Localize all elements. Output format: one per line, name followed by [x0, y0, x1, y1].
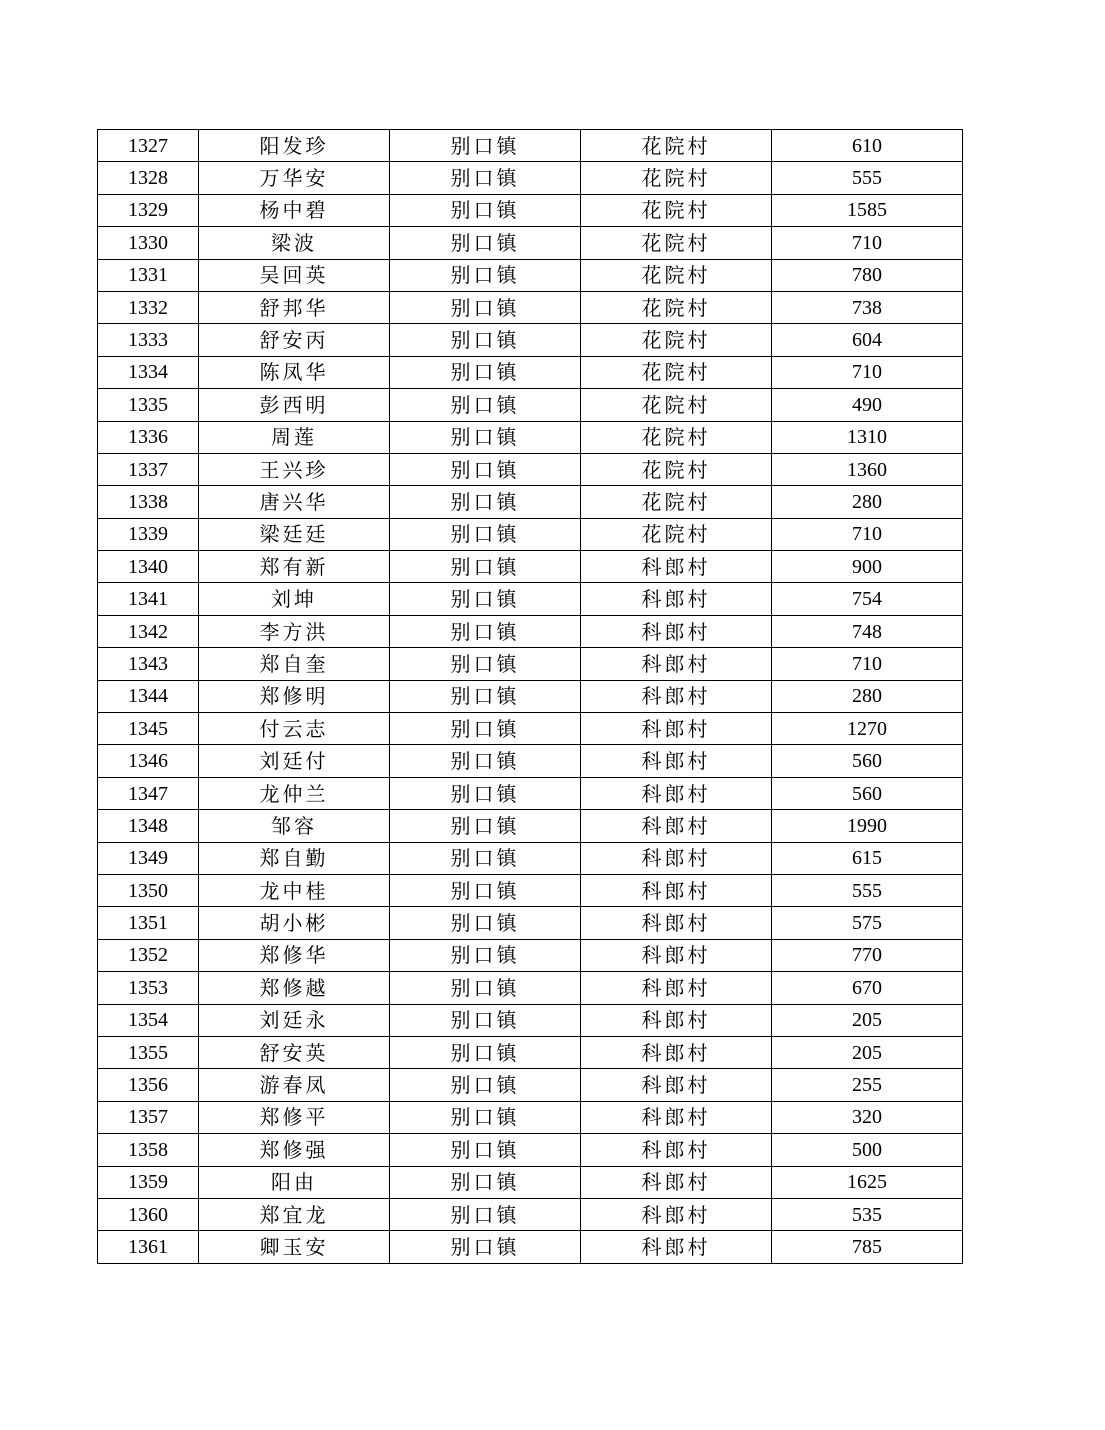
village-cell: 科郎村	[581, 1101, 772, 1133]
village-cell: 花院村	[581, 389, 772, 421]
village-cell: 科郎村	[581, 842, 772, 874]
row-number-cell: 1361	[98, 1231, 199, 1263]
village-cell: 花院村	[581, 130, 772, 162]
amount-cell: 555	[772, 162, 963, 194]
row-number-cell: 1330	[98, 227, 199, 259]
table-row	[98, 518, 963, 550]
village-cell: 科郎村	[581, 810, 772, 842]
village-cell: 科郎村	[581, 680, 772, 712]
village-cell: 花院村	[581, 421, 772, 453]
name-cell: 舒安英	[199, 1036, 390, 1068]
table-row	[98, 615, 963, 647]
village-cell: 花院村	[581, 194, 772, 226]
town-cell: 别口镇	[390, 777, 581, 809]
table-row	[98, 162, 963, 194]
town-cell: 别口镇	[390, 583, 581, 615]
name-cell: 胡小彬	[199, 907, 390, 939]
town-cell: 别口镇	[390, 421, 581, 453]
amount-cell: 710	[772, 356, 963, 388]
village-cell: 科郎村	[581, 939, 772, 971]
town-cell: 别口镇	[390, 1004, 581, 1036]
town-cell: 别口镇	[390, 551, 581, 583]
row-number-cell: 1341	[98, 583, 199, 615]
name-cell: 郑修华	[199, 939, 390, 971]
table-row	[98, 194, 963, 226]
amount-cell: 610	[772, 130, 963, 162]
amount-cell: 205	[772, 1036, 963, 1068]
town-cell: 别口镇	[390, 648, 581, 680]
town-cell: 别口镇	[390, 453, 581, 485]
table-row	[98, 130, 963, 162]
table-row	[98, 939, 963, 971]
name-cell: 万华安	[199, 162, 390, 194]
row-number-cell: 1344	[98, 680, 199, 712]
village-cell: 花院村	[581, 324, 772, 356]
town-cell: 别口镇	[390, 1036, 581, 1068]
village-cell: 科郎村	[581, 648, 772, 680]
name-cell: 王兴珍	[199, 453, 390, 485]
amount-cell: 280	[772, 486, 963, 518]
row-number-cell: 1343	[98, 648, 199, 680]
row-number-cell: 1338	[98, 486, 199, 518]
row-number-cell: 1353	[98, 972, 199, 1004]
amount-cell: 748	[772, 615, 963, 647]
name-cell: 龙仲兰	[199, 777, 390, 809]
name-cell: 梁波	[199, 227, 390, 259]
table-row	[98, 1069, 963, 1101]
table-row	[98, 1198, 963, 1230]
amount-cell: 710	[772, 648, 963, 680]
amount-cell: 490	[772, 389, 963, 421]
village-cell: 科郎村	[581, 745, 772, 777]
table-row	[98, 842, 963, 874]
amount-cell: 560	[772, 745, 963, 777]
town-cell: 别口镇	[390, 1134, 581, 1166]
amount-cell: 205	[772, 1004, 963, 1036]
table-row	[98, 324, 963, 356]
village-cell: 科郎村	[581, 1166, 772, 1198]
amount-cell: 1310	[772, 421, 963, 453]
amount-cell: 780	[772, 259, 963, 291]
town-cell: 别口镇	[390, 972, 581, 1004]
village-cell: 花院村	[581, 453, 772, 485]
row-number-cell: 1329	[98, 194, 199, 226]
amount-cell: 670	[772, 972, 963, 1004]
data-table	[97, 129, 963, 1264]
village-cell: 科郎村	[581, 551, 772, 583]
town-cell: 别口镇	[390, 356, 581, 388]
name-cell: 刘坤	[199, 583, 390, 615]
town-cell: 别口镇	[390, 1101, 581, 1133]
town-cell: 别口镇	[390, 713, 581, 745]
town-cell: 别口镇	[390, 259, 581, 291]
table-row	[98, 972, 963, 1004]
row-number-cell: 1337	[98, 453, 199, 485]
row-number-cell: 1342	[98, 615, 199, 647]
village-cell: 科郎村	[581, 583, 772, 615]
table-row	[98, 1101, 963, 1133]
village-cell: 科郎村	[581, 615, 772, 647]
name-cell: 彭西明	[199, 389, 390, 421]
town-cell: 别口镇	[390, 389, 581, 421]
name-cell: 李方洪	[199, 615, 390, 647]
amount-cell: 754	[772, 583, 963, 615]
table-row	[98, 1166, 963, 1198]
town-cell: 别口镇	[390, 939, 581, 971]
row-number-cell: 1334	[98, 356, 199, 388]
row-number-cell: 1345	[98, 713, 199, 745]
name-cell: 阳由	[199, 1166, 390, 1198]
row-number-cell: 1336	[98, 421, 199, 453]
table-row	[98, 874, 963, 906]
village-cell: 科郎村	[581, 874, 772, 906]
table-row	[98, 810, 963, 842]
name-cell: 舒安丙	[199, 324, 390, 356]
table-row	[98, 745, 963, 777]
town-cell: 别口镇	[390, 842, 581, 874]
table-row	[98, 486, 963, 518]
name-cell: 梁廷廷	[199, 518, 390, 550]
name-cell: 唐兴华	[199, 486, 390, 518]
village-cell: 科郎村	[581, 1069, 772, 1101]
amount-cell: 900	[772, 551, 963, 583]
amount-cell: 320	[772, 1101, 963, 1133]
town-cell: 别口镇	[390, 1231, 581, 1263]
row-number-cell: 1351	[98, 907, 199, 939]
row-number-cell: 1340	[98, 551, 199, 583]
amount-cell: 280	[772, 680, 963, 712]
table-row	[98, 583, 963, 615]
amount-cell: 710	[772, 227, 963, 259]
village-cell: 科郎村	[581, 777, 772, 809]
town-cell: 别口镇	[390, 194, 581, 226]
row-number-cell: 1354	[98, 1004, 199, 1036]
table-row	[98, 389, 963, 421]
name-cell: 刘廷付	[199, 745, 390, 777]
row-number-cell: 1357	[98, 1101, 199, 1133]
row-number-cell: 1328	[98, 162, 199, 194]
name-cell: 吴回英	[199, 259, 390, 291]
town-cell: 别口镇	[390, 227, 581, 259]
amount-cell: 615	[772, 842, 963, 874]
village-cell: 科郎村	[581, 1036, 772, 1068]
town-cell: 别口镇	[390, 1166, 581, 1198]
amount-cell: 785	[772, 1231, 963, 1263]
table-row	[98, 1134, 963, 1166]
row-number-cell: 1333	[98, 324, 199, 356]
amount-cell: 500	[772, 1134, 963, 1166]
amount-cell: 1270	[772, 713, 963, 745]
row-number-cell: 1327	[98, 130, 199, 162]
row-number-cell: 1349	[98, 842, 199, 874]
table-row	[98, 648, 963, 680]
village-cell: 花院村	[581, 162, 772, 194]
name-cell: 周莲	[199, 421, 390, 453]
village-cell: 花院村	[581, 291, 772, 323]
town-cell: 别口镇	[390, 680, 581, 712]
town-cell: 别口镇	[390, 130, 581, 162]
name-cell: 陈凤华	[199, 356, 390, 388]
name-cell: 郑宜龙	[199, 1198, 390, 1230]
table-row	[98, 1231, 963, 1263]
table-row	[98, 1036, 963, 1068]
table-row	[98, 680, 963, 712]
town-cell: 别口镇	[390, 615, 581, 647]
row-number-cell: 1359	[98, 1166, 199, 1198]
table-row	[98, 713, 963, 745]
table-row	[98, 291, 963, 323]
village-cell: 科郎村	[581, 1231, 772, 1263]
table-row	[98, 259, 963, 291]
name-cell: 邹容	[199, 810, 390, 842]
town-cell: 别口镇	[390, 518, 581, 550]
village-cell: 花院村	[581, 356, 772, 388]
row-number-cell: 1360	[98, 1198, 199, 1230]
town-cell: 别口镇	[390, 1069, 581, 1101]
town-cell: 别口镇	[390, 291, 581, 323]
name-cell: 龙中桂	[199, 874, 390, 906]
name-cell: 郑修平	[199, 1101, 390, 1133]
amount-cell: 1585	[772, 194, 963, 226]
village-cell: 科郎村	[581, 1198, 772, 1230]
row-number-cell: 1352	[98, 939, 199, 971]
amount-cell: 1360	[772, 453, 963, 485]
row-number-cell: 1347	[98, 777, 199, 809]
town-cell: 别口镇	[390, 162, 581, 194]
row-number-cell: 1335	[98, 389, 199, 421]
village-cell: 花院村	[581, 518, 772, 550]
name-cell: 杨中碧	[199, 194, 390, 226]
town-cell: 别口镇	[390, 1198, 581, 1230]
amount-cell: 710	[772, 518, 963, 550]
town-cell: 别口镇	[390, 874, 581, 906]
village-cell: 科郎村	[581, 1134, 772, 1166]
town-cell: 别口镇	[390, 810, 581, 842]
table-row	[98, 356, 963, 388]
town-cell: 别口镇	[390, 745, 581, 777]
village-cell: 科郎村	[581, 972, 772, 1004]
row-number-cell: 1331	[98, 259, 199, 291]
row-number-cell: 1355	[98, 1036, 199, 1068]
name-cell: 阳发珍	[199, 130, 390, 162]
name-cell: 付云志	[199, 713, 390, 745]
town-cell: 别口镇	[390, 324, 581, 356]
name-cell: 舒邦华	[199, 291, 390, 323]
amount-cell: 1990	[772, 810, 963, 842]
amount-cell: 535	[772, 1198, 963, 1230]
village-cell: 科郎村	[581, 907, 772, 939]
row-number-cell: 1332	[98, 291, 199, 323]
table-body	[98, 130, 963, 1264]
row-number-cell: 1356	[98, 1069, 199, 1101]
amount-cell: 770	[772, 939, 963, 971]
amount-cell: 560	[772, 777, 963, 809]
name-cell: 郑修明	[199, 680, 390, 712]
name-cell: 郑自勤	[199, 842, 390, 874]
row-number-cell: 1358	[98, 1134, 199, 1166]
amount-cell: 555	[772, 874, 963, 906]
name-cell: 游春凤	[199, 1069, 390, 1101]
row-number-cell: 1346	[98, 745, 199, 777]
village-cell: 花院村	[581, 227, 772, 259]
amount-cell: 1625	[772, 1166, 963, 1198]
table-row	[98, 1004, 963, 1036]
row-number-cell: 1339	[98, 518, 199, 550]
village-cell: 花院村	[581, 259, 772, 291]
amount-cell: 575	[772, 907, 963, 939]
row-number-cell: 1350	[98, 874, 199, 906]
name-cell: 郑修强	[199, 1134, 390, 1166]
table-row	[98, 421, 963, 453]
town-cell: 别口镇	[390, 486, 581, 518]
village-cell: 科郎村	[581, 1004, 772, 1036]
table-row	[98, 777, 963, 809]
name-cell: 卿玉安	[199, 1231, 390, 1263]
table-row	[98, 227, 963, 259]
village-cell: 花院村	[581, 486, 772, 518]
table-row	[98, 453, 963, 485]
amount-cell: 255	[772, 1069, 963, 1101]
amount-cell: 604	[772, 324, 963, 356]
name-cell: 刘廷永	[199, 1004, 390, 1036]
village-cell: 科郎村	[581, 713, 772, 745]
name-cell: 郑有新	[199, 551, 390, 583]
row-number-cell: 1348	[98, 810, 199, 842]
town-cell: 别口镇	[390, 907, 581, 939]
name-cell: 郑自奎	[199, 648, 390, 680]
table-row	[98, 551, 963, 583]
table-row	[98, 907, 963, 939]
amount-cell: 738	[772, 291, 963, 323]
name-cell: 郑修越	[199, 972, 390, 1004]
